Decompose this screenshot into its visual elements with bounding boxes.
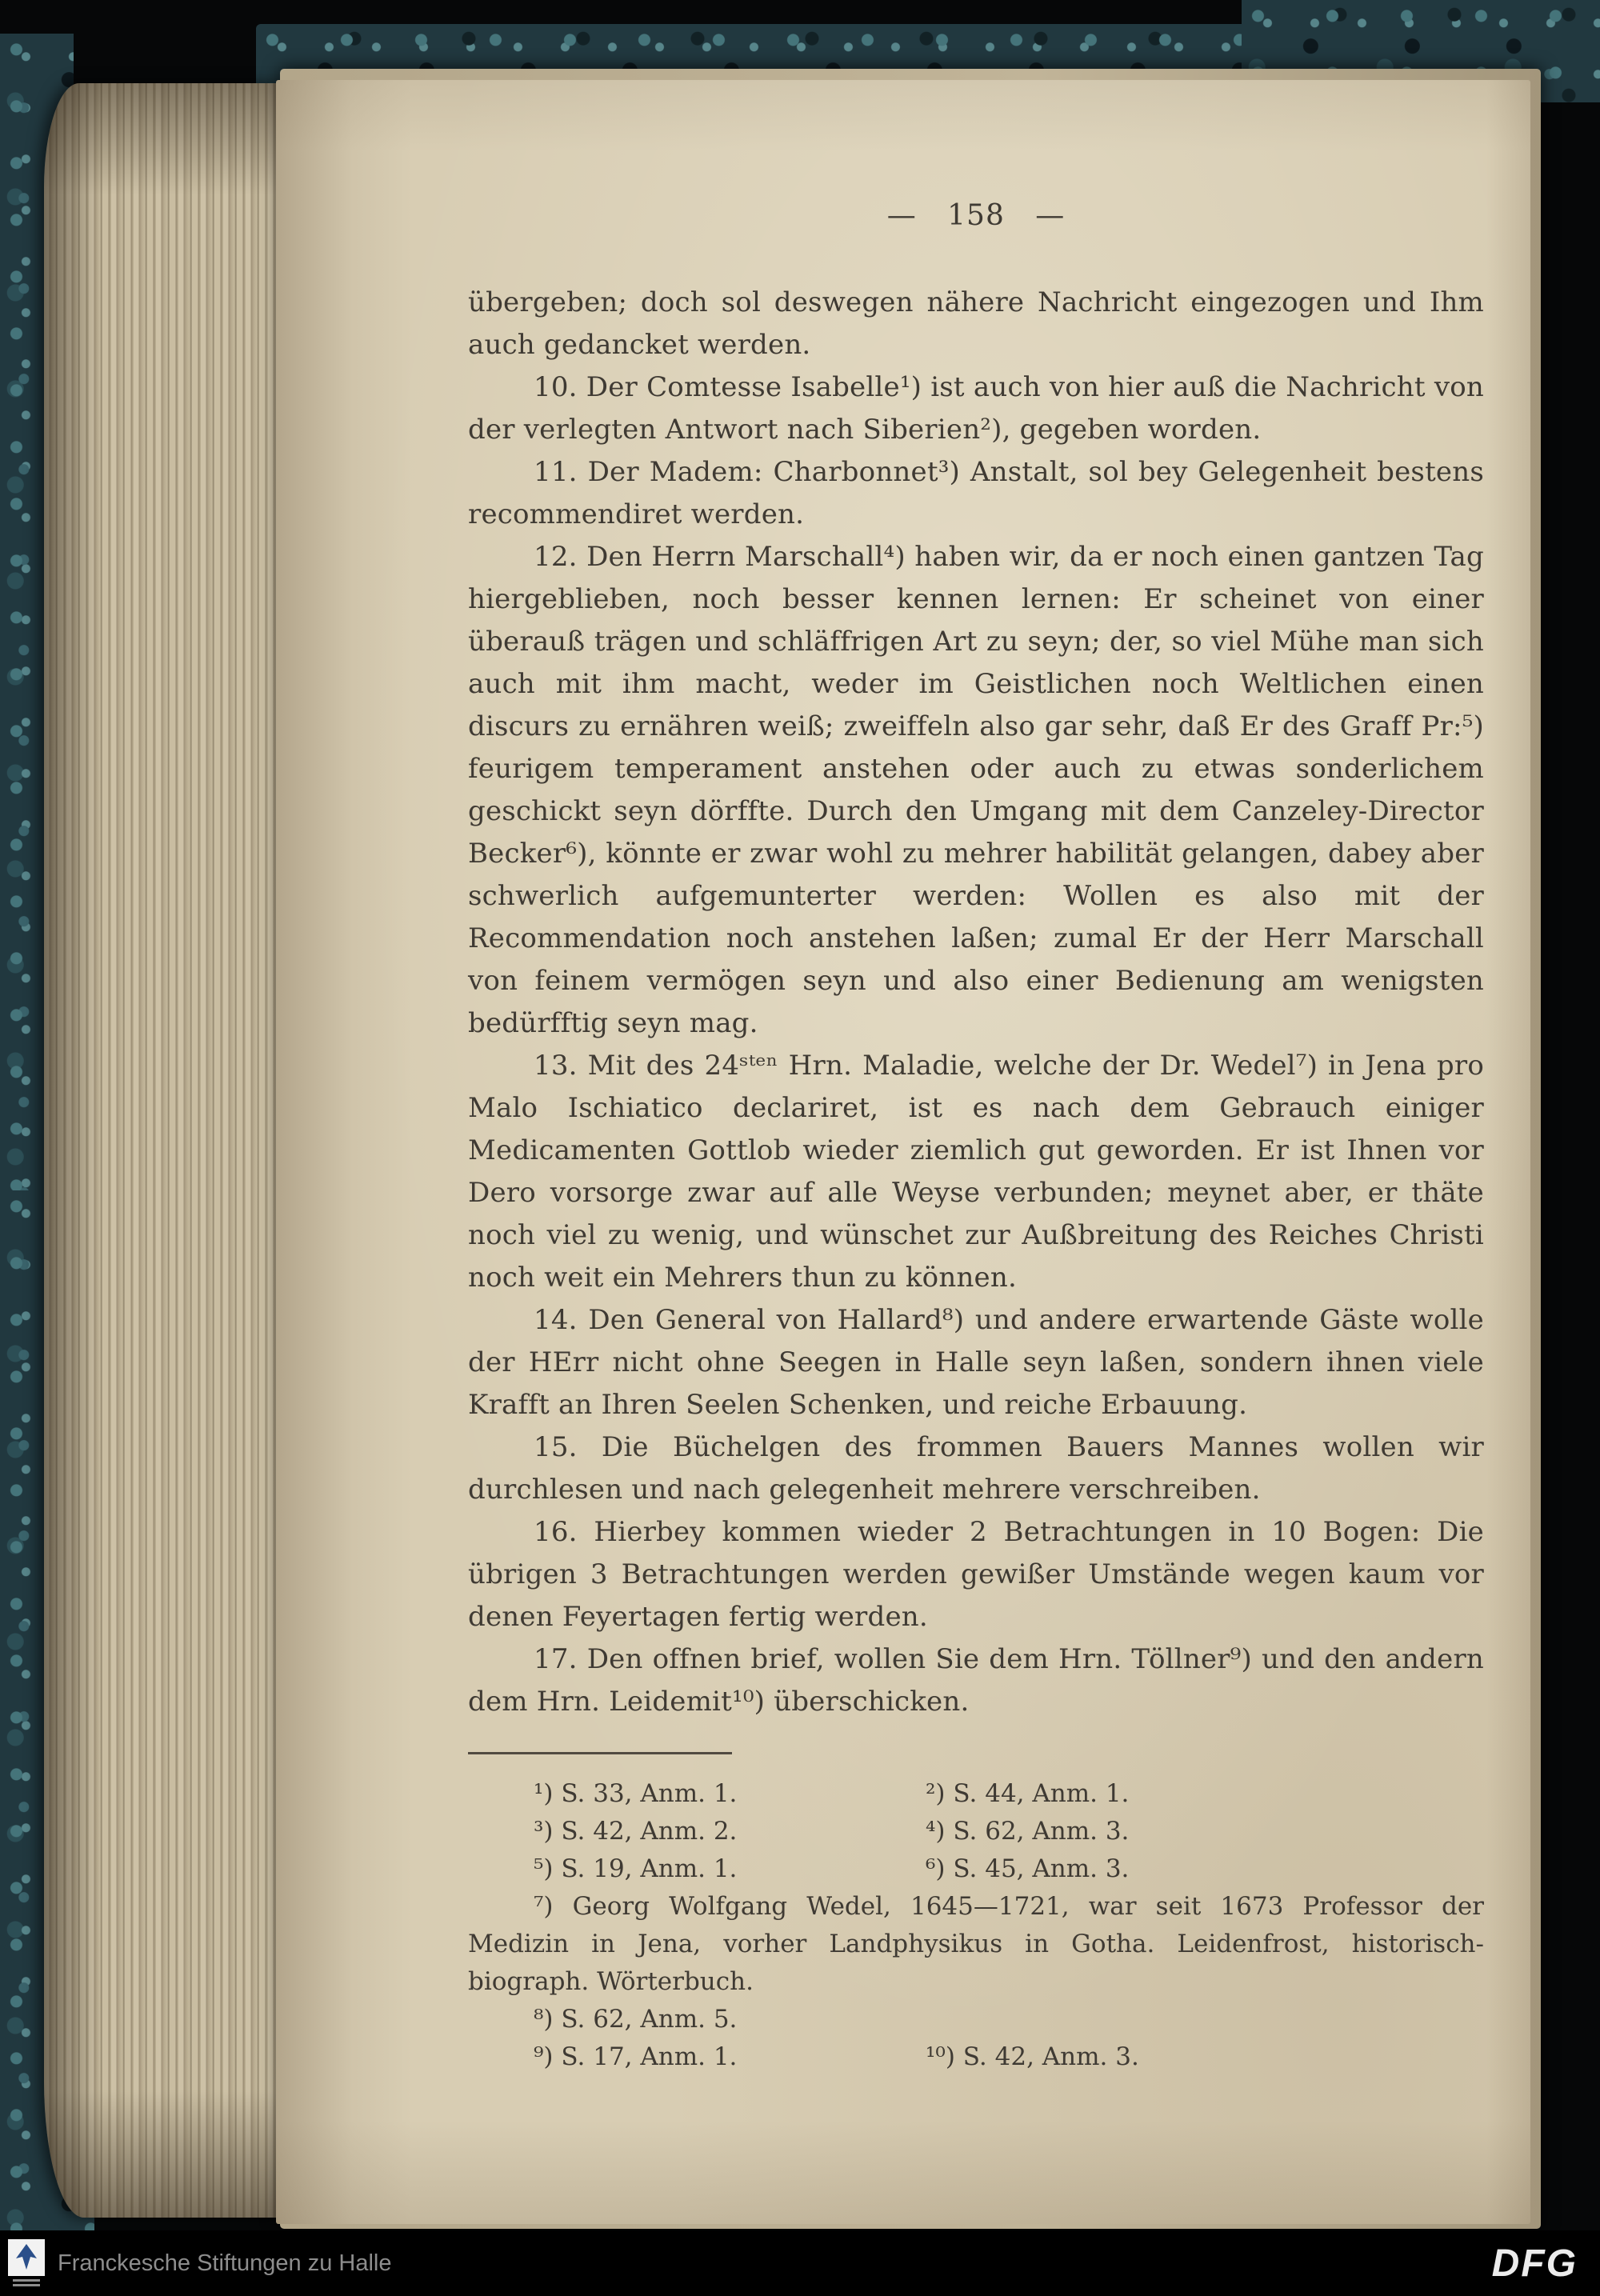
footnotes-block xyxy=(468,1775,1484,2076)
body-paragraph: 13. Mit des 24ˢᵗᵉⁿ Hrn. Maladie, welche der Dr. Wedel⁷) in Jena pro Malo Ischiatico declariret, ist es nach dem Gebrauch einiger Medicamenten Gottlob wieder ziemlich gut geworden. Er ist Ihnen vor Dero vorsorge zwar auf alle Weyse verbunden; meynet aber, er thäte noch viel zu wenig, und wünschet zur Außbreitung des Reiches Christi noch weit ein Mehrers thun zu können. xyxy=(468,1050,1484,1294)
footnote-long: ⁷) Georg Wolfgang Wedel, 1645—1721, war seit 1673 Professor der Medizin in Jena, vorher Landphysikus in Gotha. Leidenfrost, historisch-biograph. Wörterbuch. xyxy=(468,1892,1484,1996)
footnote-row xyxy=(468,1850,1484,1888)
body-paragraph: 14. Den General von Hallard⁸) und andere erwartende Gäste wolle der HErr nicht ohne Seegen in Halle seyn laßen, sondern ihnen viele Krafft an Ihren Seelen Schenken, und reiche Erbauung. xyxy=(468,1304,1484,1421)
footnote: ¹⁰) S. 42, Anm. 3. xyxy=(926,2042,1139,2071)
footnote-row xyxy=(468,2038,1484,2076)
footnote: ⁶) S. 45, Anm. 3. xyxy=(926,1854,1130,1883)
body-paragraph: 15. Die Büchelgen des frommen Bauers Mannes wollen wir durchlesen und nach gelegenheit mehrere verschreiben. xyxy=(468,1431,1484,1506)
body-paragraph: 11. Der Madem: Charbonnet³) Anstalt, sol bey Gelegenheit bestens recommendiret werden. xyxy=(468,456,1484,530)
footnote: ⁴) S. 62, Anm. 3. xyxy=(926,1817,1130,1846)
dfg-logo: DFG xyxy=(1491,2242,1578,2285)
footnote-row xyxy=(468,2001,1484,2038)
franckesche-stiftungen-logo-icon xyxy=(6,2238,46,2289)
page-stack-edges xyxy=(44,83,284,2218)
footnote-separator xyxy=(468,1752,732,1754)
body-paragraph: 10. Der Comtesse Isabelle¹) ist auch von hier auß die Nachricht von der verlegten Antwort nach Siberien²), gegeben worden. xyxy=(468,371,1484,446)
footnote-row xyxy=(468,1813,1484,1850)
footnote: ⁹) S. 17, Anm. 1. xyxy=(534,2042,738,2071)
footnote: ¹) S. 33, Anm. 1. xyxy=(534,1779,738,1808)
footnote: ⁵) S. 19, Anm. 1. xyxy=(534,1854,738,1883)
scanned-page xyxy=(276,80,1530,2224)
body-paragraph: 17. Den offnen brief, wollen Sie dem Hrn. Töllner⁹) und den andern dem Hrn. Leidemit¹⁰) überschicken. xyxy=(468,1643,1484,1718)
page-text-column xyxy=(468,200,1484,2076)
footnote: ⁸) S. 62, Anm. 5. xyxy=(534,2005,738,2034)
footnote: ²) S. 44, Anm. 1. xyxy=(926,1779,1130,1808)
body-paragraph: 12. Den Herrn Marschall⁴) haben wir, da er noch einen gantzen Tag hiergeblieben, noch besser kennen lernen: Er scheinet von einer überauß trägen und schläffrigen Art zu seyn; der, so viel Mühe man sich auch mit ihm macht, weder im Geistlichen noch Weltlichen einen discurs zu ernähren weiß; zweiffeln also gar sehr, daß Er des Graff Pr:⁵) feurigem temperament anstehen oder auch zu etwas sonderlichem geschickt seyn dörffte. Durch den Umgang mit dem Canzeley-Director Becker⁶), könnte er zwar wohl zu mehrer habilität gelangen, dabey aber schwerlich aufgemunterter werden: Wollen es also mit der Recommendation noch anstehen laßen; zumal Er der Herr Marschall von feinem vermögen seyn und also einer Bedienung am wenigsten bedürfftig seyn mag. xyxy=(468,541,1484,1039)
footnote-row xyxy=(468,1775,1484,1813)
footnote: ³) S. 42, Anm. 2. xyxy=(534,1817,738,1846)
page-number: — 158 — xyxy=(886,199,1066,232)
body-paragraph: übergeben; doch sol deswegen nähere Nachricht eingezogen und Ihm auch gedancket werden. xyxy=(468,286,1484,361)
body-paragraph: 16. Hierbey kommen wieder 2 Betrachtungen in 10 Bogen: Die übrigen 3 Betrachtungen werden gewißer Umstände wegen kaum vor denen Feyertagen fertig werden. xyxy=(468,1516,1484,1633)
institution-label: Franckesche Stiftungen zu Halle xyxy=(58,2250,392,2276)
viewer-footer-bar xyxy=(0,2230,1600,2296)
